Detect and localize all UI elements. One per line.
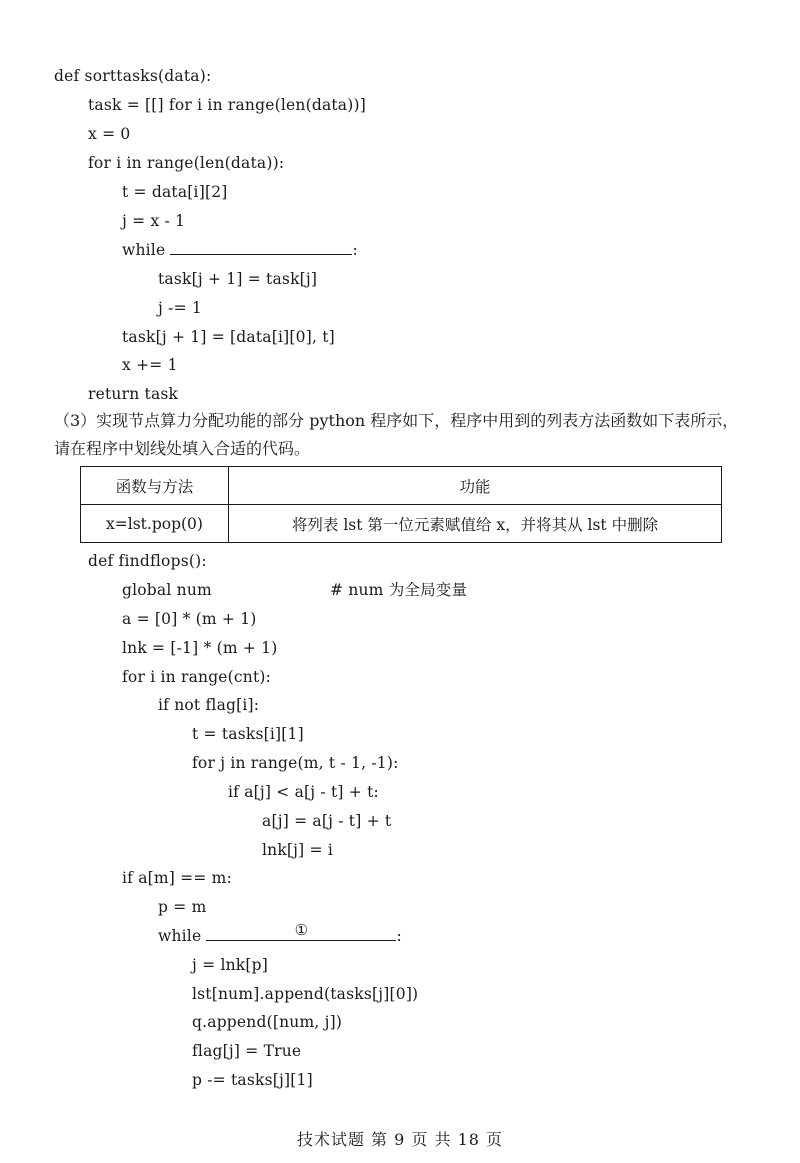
code-line-flag-true: flag[j] = True (192, 1042, 302, 1060)
table-header-cell: 功能 (229, 467, 722, 505)
code-line-lnk-assign: lnk[j] = i (262, 841, 334, 859)
code-line-lnk-init: lnk = [-1] * (m + 1) (122, 639, 278, 657)
code-line-a-init: a = [0] * (m + 1) (122, 610, 257, 628)
code-line-def-sorttasks: def sorttasks(data): (54, 67, 212, 85)
code-line-task-insert: task[j + 1] = [data[i][0], t] (122, 328, 335, 346)
page-footer: 技术试题 第 9 页 共 18 页 (296, 1130, 504, 1149)
code-line-for-loop: for i in range(len(data)): (88, 154, 285, 172)
code-line-if-not-flag: if not flag[i]: (158, 696, 260, 714)
code-line-global-num: global num (122, 581, 212, 599)
code-line-j-decrement: j -= 1 (158, 299, 202, 317)
table-header-row (81, 467, 722, 505)
while-colon: : (396, 927, 402, 945)
code-comment-num: # num 为全局变量 (330, 581, 468, 599)
while-colon: : (352, 241, 358, 259)
code-line-t-tasks: t = tasks[i][1] (192, 725, 304, 743)
table-row (81, 505, 722, 543)
code-line-x-init: x = 0 (88, 125, 131, 143)
code-line-q-append: q.append([num, j]) (192, 1013, 343, 1031)
code-line-return-task: return task (88, 385, 179, 403)
blank-number-1: ① (294, 921, 309, 939)
while-keyword: while (158, 927, 202, 945)
code-line-while-blank-1 (158, 921, 402, 946)
code-line-t-assign: t = data[i][2] (122, 183, 228, 201)
code-line-while-blank (122, 240, 358, 260)
code-line-def-findflops: def findflops(): (88, 552, 207, 570)
code-line-a-assign: a[j] = a[j - t] + t (262, 812, 392, 830)
table-header-cell: 函数与方法 (81, 467, 229, 505)
code-line-if-a-compare: if a[j] < a[j - t] + t: (228, 783, 379, 801)
code-line-for-j-range: for j in range(m, t - 1, -1): (192, 754, 399, 772)
code-line-if-a-m: if a[m] == m: (122, 869, 233, 887)
code-line-x-increment: x += 1 (122, 356, 178, 374)
code-line-for-cnt: for i in range(cnt): (122, 668, 272, 686)
code-line-j-lnk: j = lnk[p] (192, 956, 268, 974)
code-line-lst-append: lst[num].append(tasks[j][0]) (192, 985, 419, 1003)
code-line-j-assign: j = x - 1 (122, 212, 186, 230)
fill-in-blank (170, 240, 352, 255)
code-line-task-shift: task[j + 1] = task[j] (158, 270, 318, 288)
code-line-task-init: task = [[] for i in range(len(data))] (88, 96, 366, 114)
fill-in-blank-1 (206, 921, 396, 941)
methods-table (80, 466, 722, 543)
question-text: （3）实现节点算力分配功能的部分 python 程序如下，程序中用到的列表方法函数如下表所示，请在程序中划线处填入合适的代码。 (54, 411, 739, 458)
table-cell: x=lst.pop(0) (81, 505, 229, 543)
while-keyword: while (122, 241, 166, 259)
code-line-p-decrement: p -= tasks[j][1] (192, 1071, 313, 1089)
code-line-p-assign: p = m (158, 898, 207, 916)
table-cell: 将列表 lst 第一位元素赋值给 x，并将其从 lst 中删除 (229, 505, 722, 543)
